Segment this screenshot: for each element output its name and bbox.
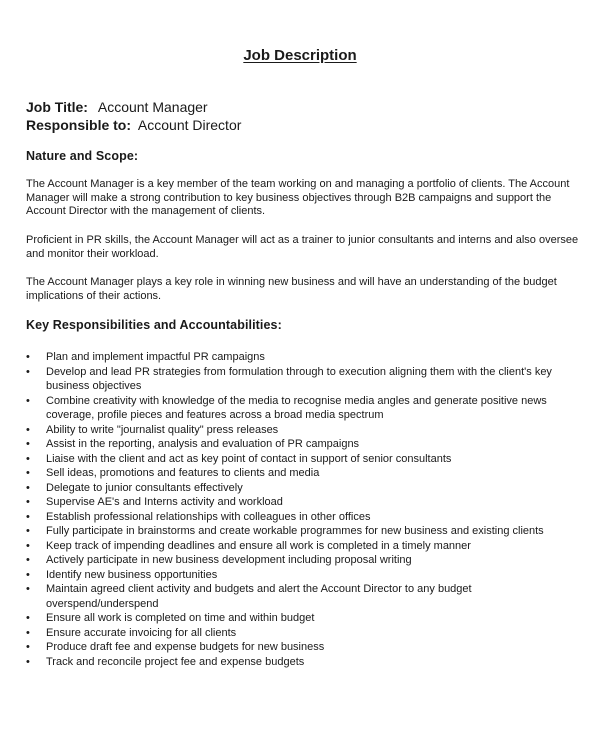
- paragraph-text: The Account Manager is a key member of the team working on and managing a portfolio of clients. The Account Manager will make a strong contribution to key business objectives through B2B campaigns and support the Account Director with the management of clients.: [26, 178, 570, 217]
- nature-scope-paragraph-3: [26, 276, 582, 303]
- list-item: • Keep track of impending deadlines and ensure all work is completed in a timely manner: [26, 539, 582, 554]
- job-title-label: Job Title:: [26, 99, 88, 115]
- nature-scope-heading: Nature and Scope:: [26, 149, 139, 163]
- list-item: • Assist in the reporting, analysis and evaluation of PR campaigns: [26, 437, 582, 452]
- list-item: • Plan and implement impactful PR campaigns: [26, 350, 582, 365]
- job-title-row: [26, 98, 241, 116]
- list-item: • Supervise AE's and Interns activity and workload: [26, 495, 582, 510]
- responsibilities-list: [26, 350, 582, 669]
- list-item: • Delegate to junior consultants effectively: [26, 481, 582, 496]
- list-item: • Liaise with the client and act as key point of contact in support of senior consultants: [26, 452, 582, 467]
- paragraph-text: Proficient in PR skills, the Account Manager will act as a trainer to junior consultants and interns and also oversee and monitor their workload.: [26, 234, 579, 260]
- responsible-label: Responsible to:: [26, 117, 132, 133]
- list-item: • Develop and lead PR strategies from formulation through to execution aligning them with the client's key business objectives: [26, 365, 582, 394]
- job-meta: [26, 98, 241, 134]
- paragraph-text: The Account Manager plays a key role in winning new business and will have an understanding of the budget implications of their actions.: [26, 276, 557, 302]
- nature-scope-paragraph-2: [26, 234, 582, 261]
- nature-scope-paragraph-1: [26, 178, 582, 219]
- list-item: • Fully participate in brainstorms and create workable programmes for new business and existing clients: [26, 524, 582, 539]
- list-item: • Ensure accurate invoicing for all clients: [26, 626, 582, 641]
- list-item: • Ensure all work is completed on time and within budget: [26, 611, 582, 626]
- responsible-row: [26, 116, 241, 134]
- list-item: • Actively participate in new business development including proposal writing: [26, 553, 582, 568]
- responsibilities-heading: Key Responsibilities and Accountabilities:: [26, 318, 282, 332]
- list-item: • Identify new business opportunities: [26, 568, 582, 583]
- list-item: • Maintain agreed client activity and budgets and alert the Account Director to any budget overspend/underspend: [26, 582, 582, 611]
- list-item: • Produce draft fee and expense budgets for new business: [26, 640, 582, 655]
- list-item: • Establish professional relationships with colleagues in other offices: [26, 510, 582, 525]
- list-item: • Combine creativity with knowledge of the media to recognise media angles and generate positive news coverage, profile pieces and features across a broad media spectrum: [26, 394, 582, 423]
- document-title: [0, 47, 600, 64]
- list-item: • Ability to write "journalist quality" press releases: [26, 423, 582, 438]
- list-item: • Track and reconcile project fee and expense budgets: [26, 655, 582, 670]
- job-title-value: Account Manager: [97, 99, 208, 115]
- list-item: • Sell ideas, promotions and features to clients and media: [26, 466, 582, 481]
- responsible-value: Account Director: [137, 117, 242, 133]
- document-title-text: Job Description: [243, 47, 357, 64]
